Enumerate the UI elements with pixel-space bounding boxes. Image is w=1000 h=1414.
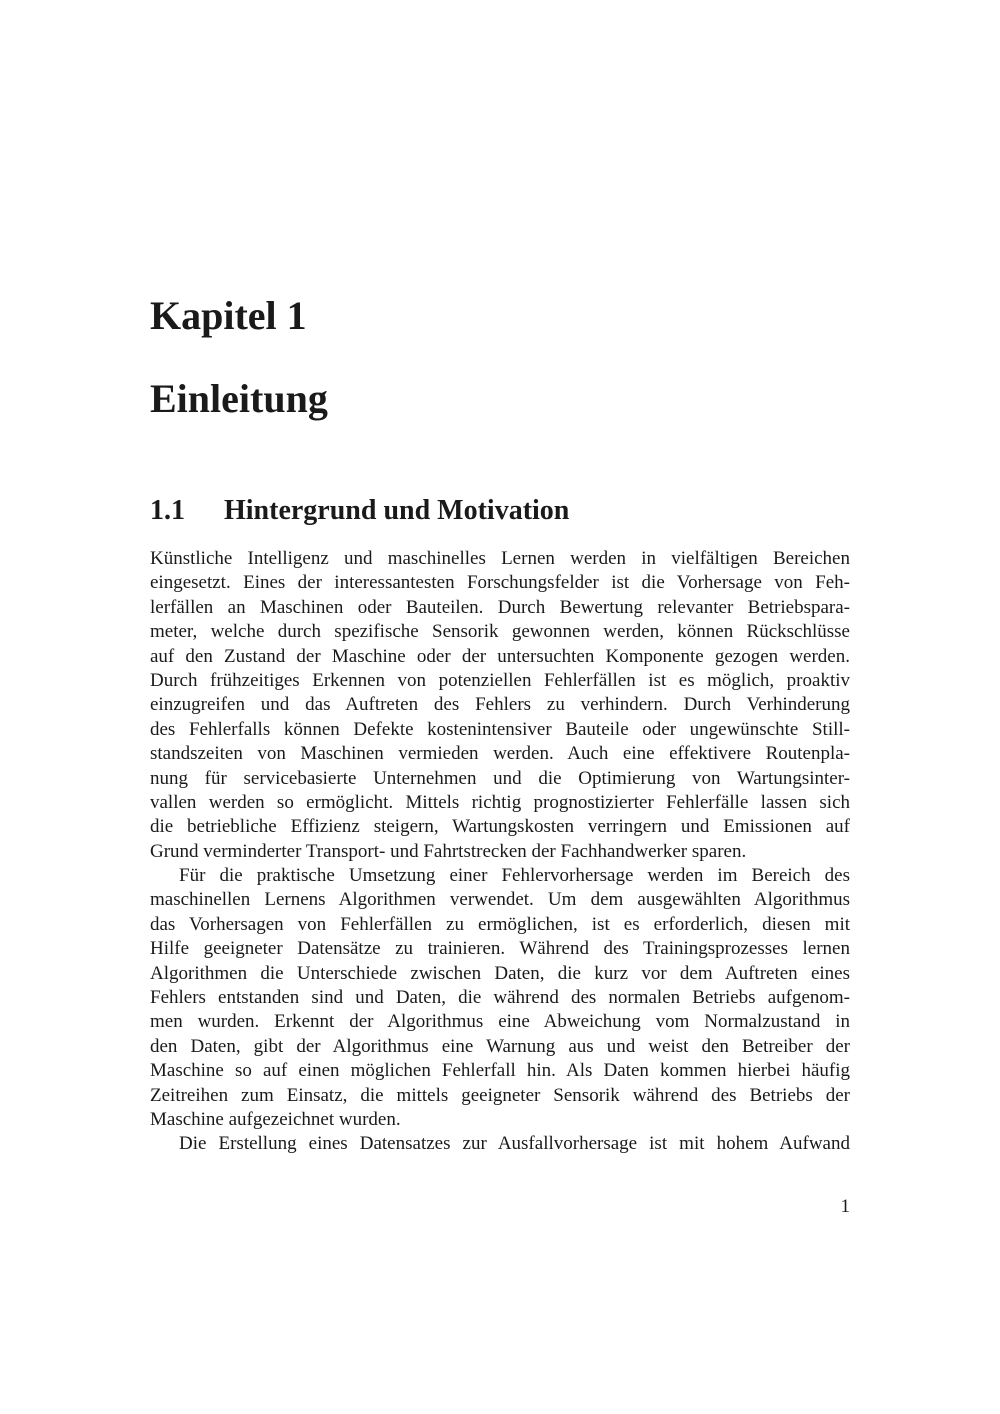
text-line: das Vorhersagen von Fehlerfällen zu ermöglichen, ist es erforderlich, diesen mit (150, 913, 850, 935)
text-line: eingesetzt. Eines der interessantesten Forschungsfelder ist die Vorhersage von Feh- (150, 572, 850, 594)
text-line: standszeiten von Maschinen vermieden werden. Auch eine effektivere Routenpla- (150, 743, 850, 765)
section-number: 1.1 (150, 495, 185, 526)
text-line: Maschine so auf einen möglichen Fehlerfall hin. Als Daten kommen hierbei häufig (150, 1060, 850, 1082)
chapter-title: Einleitung (150, 376, 328, 421)
text-line: meter, welche durch spezifische Sensorik gewonnen werden, können Rückschlüsse (150, 621, 850, 643)
text-line: den Daten, gibt der Algorithmus eine Warnung aus und weist den Betreiber der (150, 1035, 850, 1057)
text-line: die betriebliche Effizienz steigern, Wartungskosten verringern und Emissionen auf (150, 816, 850, 838)
text-line: auf den Zustand der Maschine oder der untersuchten Komponente gezogen werden. (150, 645, 850, 667)
text-line: vallen werden so ermöglicht. Mittels richtig prognostizierter Fehlerfälle lassen sich (150, 791, 850, 813)
text-line: des Fehlerfalls können Defekte kostenintensiver Bauteile oder ungewünschte Still- (150, 718, 850, 740)
text-line: men wurden. Erkennt der Algorithmus eine Abweichung vom Normalzustand in (150, 1011, 850, 1033)
text-line: Die Erstellung eines Datensatzes zur Ausfallvorhersage ist mit hohem Aufwand (179, 1133, 850, 1155)
text-line: nung für servicebasierte Unternehmen und die Optimierung von Wartungsinter- (150, 767, 850, 789)
text-line: maschinellen Lernens Algorithmen verwendet. Um dem ausgewählten Algorithmus (150, 889, 850, 911)
text-line: einzugreifen und das Auftreten des Fehlers zu verhindern. Durch Verhinderung (150, 694, 850, 716)
text-line: Grund verminderter Transport- und Fahrtstrecken der Fachhandwerker sparen. (150, 840, 747, 862)
text-line: Zeitreihen zum Einsatz, die mittels geeigneter Sensorik während des Betriebs der (150, 1084, 850, 1106)
chapter-label: Kapitel 1 (150, 293, 307, 338)
section-title: Hintergrund und Motivation (224, 495, 570, 526)
text-line: Fehlers entstanden sind und Daten, die während des normalen Betriebs aufgenom- (150, 987, 850, 1009)
text-line: Künstliche Intelligenz und maschinelles Lernen werden in vielfältigen Bereichen (150, 548, 850, 569)
text-line: Hilfe geeigneter Datensätze zu trainieren. Während des Trainingsprozesses lernen (150, 938, 850, 960)
text-line: Maschine aufgezeichnet wurden. (150, 1108, 401, 1130)
text-line: lerfällen an Maschinen oder Bauteilen. Durch Bewertung relevanter Betriebspara- (150, 596, 850, 618)
text-line: Durch frühzeitiges Erkennen von potenziellen Fehlerfällen ist es möglich, proaktiv (150, 669, 850, 691)
page-number: 1 (840, 1196, 850, 1217)
section-heading (150, 494, 569, 528)
body-text (150, 547, 850, 1157)
text-line: Für die praktische Umsetzung einer Fehlervorhersage werden im Bereich des (179, 865, 850, 887)
text-line: Algorithmen die Unterschiede zwischen Daten, die kurz vor dem Auftreten eines (150, 962, 850, 984)
